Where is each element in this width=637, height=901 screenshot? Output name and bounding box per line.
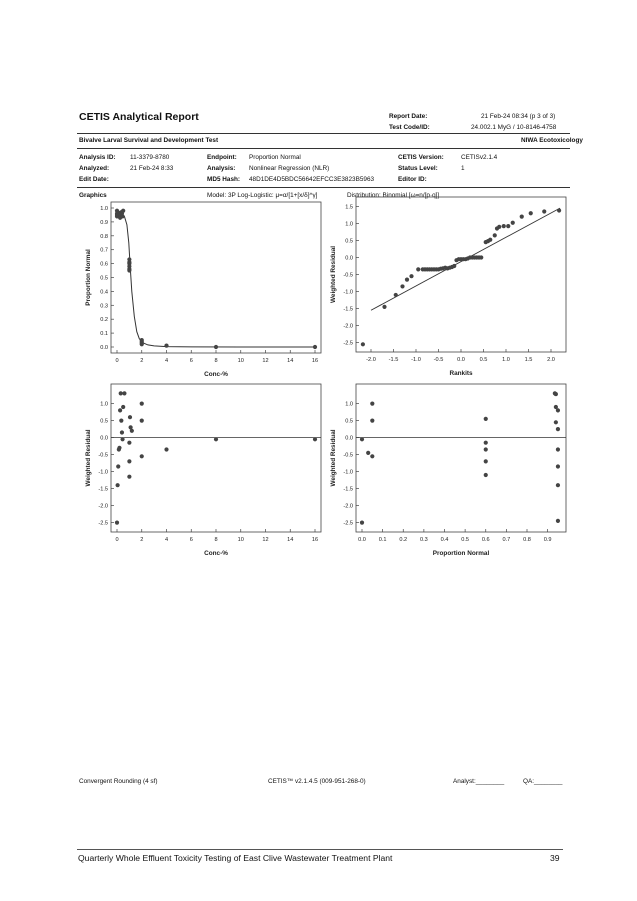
- y-tick-label: 0.5: [100, 275, 108, 282]
- data-point: [127, 475, 131, 479]
- x-tick-label: 0.9: [543, 537, 552, 543]
- x-tick-label: 0.1: [378, 537, 387, 543]
- y-tick-label: -2.5: [343, 340, 353, 347]
- x-tick-label: 0.3: [419, 537, 428, 543]
- data-point: [117, 446, 121, 450]
- x-tick-label: 14: [287, 537, 294, 543]
- x-tick-label: 0.8: [523, 537, 531, 543]
- data-point: [116, 464, 120, 468]
- data-point: [122, 391, 126, 395]
- y-tick-label: -2.0: [98, 503, 108, 510]
- y-tick-label: -2.0: [343, 323, 353, 330]
- y-tick-label: 0.2: [100, 317, 108, 324]
- plot-frame: [356, 384, 566, 532]
- plot-frame: [111, 202, 321, 353]
- y-tick-label: 0.1: [100, 331, 108, 338]
- data-point: [360, 437, 364, 441]
- y-tick-label: -1.0: [343, 289, 353, 296]
- data-point: [409, 274, 413, 278]
- y-tick-label: -1.5: [343, 486, 353, 493]
- x-axis-label: Conc-%: [204, 371, 228, 378]
- data-point: [493, 233, 497, 237]
- x-tick-label: -1.5: [388, 357, 399, 363]
- x-tick-label: 1.0: [502, 357, 510, 363]
- data-point: [370, 419, 374, 423]
- chart-1: [85, 202, 321, 378]
- data-point: [416, 267, 420, 271]
- y-axis-label: Weighted Residual: [330, 429, 337, 487]
- y-axis-label: Weighted Residual: [85, 429, 92, 487]
- y-tick-label: 0.5: [345, 238, 353, 245]
- plot-frame: [356, 197, 566, 352]
- data-point: [556, 519, 560, 523]
- version-label: CETIS Version:: [398, 154, 444, 161]
- x-tick-label: 0.2: [399, 537, 408, 543]
- report-title: CETIS Analytical Report: [79, 111, 199, 123]
- x-tick-label: 0: [115, 358, 119, 364]
- x-tick-label: 1.5: [524, 357, 533, 363]
- x-axis-label: Rankits: [449, 370, 473, 377]
- data-point: [313, 437, 317, 441]
- status-label: Status Level:: [398, 165, 438, 172]
- data-point: [488, 238, 492, 242]
- data-point: [140, 342, 144, 346]
- data-point: [479, 255, 483, 259]
- y-tick-label: 0.3: [100, 303, 108, 310]
- y-tick-label: 0.0: [100, 435, 108, 442]
- data-point: [529, 211, 533, 215]
- x-tick-label: 0: [115, 537, 119, 543]
- x-tick-label: 0.6: [481, 537, 490, 543]
- data-point: [511, 221, 515, 225]
- chart-2: [330, 197, 566, 377]
- data-point: [556, 408, 560, 412]
- chart-3: [85, 384, 321, 557]
- y-tick-label: -1.0: [98, 469, 108, 476]
- edit-date-label: Edit Date:: [79, 176, 109, 183]
- x-tick-label: 8: [214, 358, 218, 364]
- qa-field: QA:________: [523, 778, 563, 785]
- data-point: [484, 473, 488, 477]
- test-code-label: Test Code/ID:: [389, 124, 430, 131]
- y-tick-label: -1.0: [343, 469, 353, 476]
- analysis-id: 11-3379-8780: [130, 154, 170, 161]
- x-tick-label: 12: [262, 537, 269, 543]
- software-version: CETIS™ v2.1.4.5 (009-951-268-0): [268, 778, 366, 785]
- data-point: [140, 402, 144, 406]
- report-date-label: Report Date:: [389, 113, 428, 120]
- data-point: [502, 224, 506, 228]
- data-point: [405, 278, 409, 282]
- y-tick-label: 1.0: [100, 401, 108, 408]
- y-tick-label: -1.5: [98, 486, 108, 493]
- x-tick-label: 6: [189, 358, 193, 364]
- fitted-curve: [117, 213, 315, 347]
- lab-name: NIWA Ecotoxicology: [521, 137, 583, 144]
- model-label: Model: 3P Log-Logistic: μ=α/[1+[x/δ]^γ]: [207, 192, 318, 199]
- document-title: Quarterly Whole Effluent Toxicity Testing of East Clive Wastewater Treatment Plant: [78, 853, 393, 863]
- data-point: [120, 214, 124, 218]
- data-point: [556, 464, 560, 468]
- x-tick-label: 0.5: [479, 357, 488, 363]
- footer-divider: [77, 849, 563, 850]
- graphics-label: Graphics: [79, 192, 107, 199]
- data-point: [120, 437, 124, 441]
- x-tick-label: 0.7: [502, 537, 511, 543]
- data-point: [554, 420, 558, 424]
- y-tick-label: 0.5: [345, 418, 353, 425]
- editor-label: Editor ID:: [398, 176, 427, 183]
- y-axis-label: Weighted Residual: [330, 245, 337, 304]
- y-tick-label: 1.0: [345, 221, 353, 228]
- data-point: [121, 405, 125, 409]
- analysis-label: Analysis:: [207, 165, 236, 172]
- x-tick-label: 2.0: [547, 357, 555, 363]
- y-tick-label: 0.9: [100, 219, 108, 226]
- x-tick-label: 14: [287, 358, 294, 364]
- page-number: 39: [550, 853, 560, 863]
- data-point: [556, 483, 560, 487]
- data-point: [520, 215, 524, 219]
- y-tick-label: 0.6: [100, 261, 108, 268]
- chart-4: [330, 384, 566, 557]
- y-tick-label: 0.8: [100, 233, 108, 240]
- data-point: [119, 391, 123, 395]
- rounding-note: Convergent Rounding (4 sf): [79, 778, 158, 785]
- y-tick-label: 0.7: [100, 247, 108, 254]
- x-axis-label: Proportion Normal: [432, 550, 490, 557]
- data-point: [382, 305, 386, 309]
- endpoint: Proportion Normal: [249, 154, 301, 161]
- data-point: [119, 419, 123, 423]
- x-tick-label: 12: [262, 358, 269, 364]
- analyst-field: Analyst:________: [453, 778, 505, 785]
- test-code: 24.002.1 MyG / 10-8146-4758: [471, 124, 557, 131]
- x-tick-label: -1.0: [411, 357, 421, 363]
- y-tick-label: -0.5: [98, 452, 108, 459]
- md5-label: MD5 Hash:: [207, 176, 241, 183]
- analysis-id-label: Analysis ID:: [79, 154, 116, 161]
- x-tick-label: 16: [311, 358, 319, 364]
- data-point: [127, 268, 131, 272]
- data-point: [484, 459, 488, 463]
- data-point: [556, 427, 560, 431]
- data-point: [542, 209, 546, 213]
- y-tick-label: -2.0: [343, 503, 353, 510]
- y-tick-label: 0.4: [100, 289, 108, 296]
- x-tick-label: 4: [164, 537, 169, 543]
- x-tick-label: -0.5: [433, 357, 444, 363]
- data-point: [557, 208, 561, 212]
- y-tick-label: -2.5: [98, 520, 108, 527]
- y-axis-label: Proportion Normal: [85, 249, 92, 306]
- md5-hash: 48D1DE4D5BDC56642EFCC3E3823B5963: [249, 176, 375, 183]
- data-point: [484, 447, 488, 451]
- data-point: [313, 345, 317, 349]
- y-tick-label: 1.0: [100, 206, 108, 212]
- x-tick-label: 0.5: [461, 537, 470, 543]
- data-point: [506, 224, 510, 228]
- data-point: [214, 437, 218, 441]
- data-point: [370, 402, 374, 406]
- data-point: [120, 430, 124, 434]
- data-point: [116, 483, 120, 487]
- data-point: [366, 451, 370, 455]
- y-tick-label: 0.0: [100, 345, 108, 351]
- y-tick-label: -1.5: [343, 306, 353, 313]
- test-name: Bivalve Larval Survival and Development Test: [79, 137, 219, 144]
- data-point: [361, 342, 365, 346]
- x-tick-label: 4: [164, 358, 169, 364]
- data-point: [127, 441, 131, 445]
- x-tick-label: 10: [237, 358, 244, 364]
- x-tick-label: -2.0: [366, 357, 376, 363]
- x-tick-label: 10: [237, 537, 244, 543]
- x-tick-label: 2: [140, 358, 144, 364]
- data-point: [164, 447, 168, 451]
- y-tick-label: 0.0: [345, 255, 353, 262]
- status-level: 1: [461, 165, 465, 172]
- data-point: [128, 415, 132, 419]
- analysis-method: Nonlinear Regression (NLR): [249, 165, 330, 172]
- data-point: [164, 344, 168, 348]
- x-tick-label: 0.4: [440, 537, 449, 543]
- data-point: [360, 521, 364, 525]
- x-tick-label: 6: [189, 537, 193, 543]
- distribution-label: Distribution: Binomial [ω=n/[p·q]]: [347, 192, 440, 199]
- y-tick-label: -0.5: [343, 452, 353, 459]
- x-tick-label: 16: [311, 537, 319, 543]
- cetis-version: CETISv2.1.4: [461, 154, 498, 161]
- endpoint-label: Endpoint:: [207, 154, 237, 161]
- y-tick-label: -0.5: [343, 272, 353, 279]
- data-point: [118, 408, 122, 412]
- data-point: [556, 447, 560, 451]
- y-tick-label: 0.5: [100, 418, 108, 425]
- data-point: [130, 429, 134, 433]
- y-tick-label: 1.0: [345, 401, 353, 408]
- x-tick-label: 0.0: [358, 537, 366, 543]
- data-point: [452, 264, 456, 268]
- data-point: [554, 392, 558, 396]
- data-point: [497, 225, 501, 229]
- data-point: [140, 419, 144, 423]
- data-point: [370, 454, 374, 458]
- y-tick-label: -2.5: [343, 520, 353, 527]
- data-point: [115, 521, 119, 525]
- x-tick-label: 8: [214, 537, 218, 543]
- data-point: [127, 459, 131, 463]
- y-tick-label: 1.5: [345, 204, 353, 211]
- x-tick-label: 0.0: [457, 357, 465, 363]
- data-point: [121, 209, 125, 213]
- data-point: [400, 284, 404, 288]
- report-date: 21 Feb-24 08:34 (p 3 of 3): [481, 113, 556, 120]
- analyzed-date: 21 Feb-24 8:33: [130, 165, 174, 172]
- y-tick-label: 0.0: [345, 435, 353, 442]
- data-point: [484, 417, 488, 421]
- analyzed-label: Analyzed:: [79, 165, 110, 172]
- data-point: [214, 345, 218, 349]
- x-tick-label: 2: [140, 537, 144, 543]
- data-point: [394, 293, 398, 297]
- data-point: [140, 454, 144, 458]
- data-point: [484, 441, 488, 445]
- x-axis-label: Conc-%: [204, 550, 228, 557]
